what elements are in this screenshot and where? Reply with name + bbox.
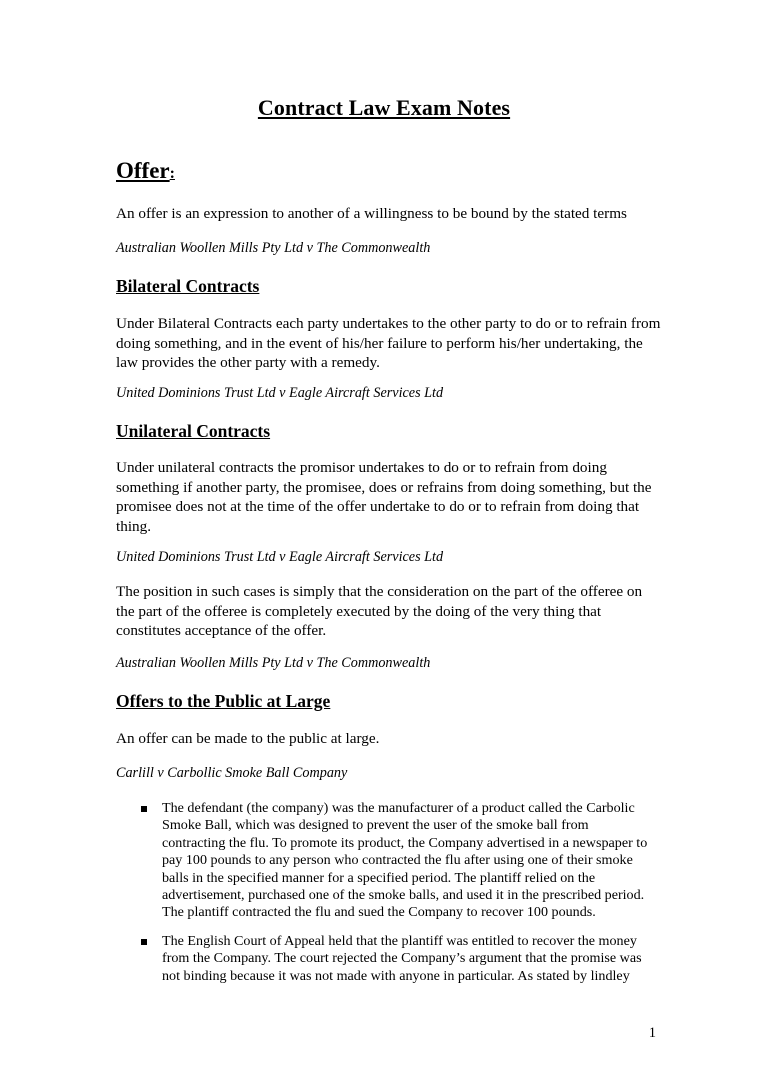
unilateral-case-1: United Dominions Trust Ltd v Eagle Aircraft Services Ltd (116, 549, 444, 565)
square-bullet-icon (141, 939, 147, 945)
document-title: Contract Law Exam Notes (257, 95, 511, 120)
offer-case: Australian Woollen Mills Pty Ltd v The Commonwealth (116, 240, 431, 256)
bilateral-case: United Dominions Trust Ltd v Eagle Aircraft Services Ltd (116, 385, 444, 401)
list-item (162, 800, 655, 922)
offer-heading (116, 158, 175, 184)
list-item-text: The defendant (the company) was the manufacturer of a product called the Carbolic Smoke Ball, which was designed to prevent the user of the smoke ball from contracting the flu. To promote its product, the Company advertised in a newspaper to pay 100 pounds to any person who contracted the flu after using one of their smoke balls in the specified manner for a specified period. The plantiff relied on the advertisement, purchased one of the smoke balls, and used it in the prescribed period. The plantiff contracted the flu and sued the Company to recover 100 pounds. (162, 800, 648, 921)
unilateral-case-2: Australian Woollen Mills Pty Ltd v The Commonwealth (116, 655, 431, 671)
public-offers-case: Carlill v Carbollic Smoke Ball Company (116, 765, 348, 781)
square-bullet-icon (141, 806, 147, 812)
public-offers-heading: Offers to the Public at Large (116, 691, 331, 711)
list-item-text: The English Court of Appeal held that the plantiff was entitled to recover the money from the Company. The court rejected the Company’s argument that the promise was not binding because it was not made with anyone in particular. As stated by lindley (162, 933, 642, 984)
unilateral-position-text: The position in such cases is simply that the consideration on the part of the offeree on the part of the offeree is completely executed by the doing of the very thing that constitutes acceptance of the offer. (116, 583, 643, 639)
offer-heading-colon: : (169, 165, 175, 182)
page-number: 1 (648, 1025, 656, 1041)
bilateral-text: Under Bilateral Contracts each party undertakes to the other party to do or to refrain from doing something, and in the event of his/her failure to perform his/her undertaking, the law provides the other party with a remedy. (116, 315, 661, 371)
offer-definition: An offer is an expression to another of a willingness to be bound by the stated terms (116, 205, 627, 222)
list-item (162, 933, 655, 985)
unilateral-text: Under unilateral contracts the promisor undertakes to do or to refrain from doing something if another party, the promisee, does or refrains from doing something, but the promisee does not at the time of the offer undertake to do or to refrain from doing that thing. (116, 459, 652, 535)
unilateral-heading: Unilateral Contracts (116, 421, 271, 441)
bilateral-heading: Bilateral Contracts (116, 276, 260, 296)
public-offers-text: An offer can be made to the public at large. (116, 730, 380, 747)
offer-heading-text: Offer (116, 158, 170, 183)
